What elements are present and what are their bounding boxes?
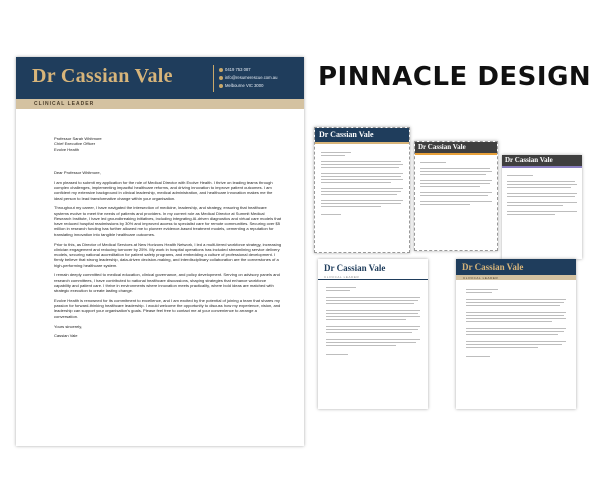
template-thumbnail-navy	[314, 127, 410, 253]
contact-phone-text: 0419 753 087	[225, 67, 251, 72]
body-paragraph: I remain deeply committed to medical education, clinical governance, and policy development. Serving on advisory panels and research committees, I have contributed to national healthcare discussions, shaping strategies that enhance workforce capability and patient care. I thrive in environments where innovation meets practicality, where bold ideas are matched with strategic execution to create lasting change.	[54, 272, 280, 294]
thumb-accent	[502, 166, 582, 168]
body-paragraph: Throughout my career, I have navigated the intersection of medicine, leadership, and strategy, ensuring that healthcare systems evolve to meet the needs of patients and providers. In my current role as Medical Director at Summit Medical Research Institute, I have led groundbreaking initiatives, including integrating AI-driven diagnostics and virtual care models that have reduced hospital readmissions by 30% and improved access to specialist care for remote communities. Securing over $5 million in research funding has further allowed me to pioneer evidence-based treatment models, cementing a reputation for translating innovation into tangible healthcare outcomes.	[54, 205, 281, 237]
location-icon	[219, 84, 223, 88]
thumb-role: CLINICAL LEADER	[324, 275, 360, 279]
thumb-accent	[415, 153, 497, 155]
thumb-rule	[318, 279, 428, 280]
recipient-line: Chief Executive Officer	[54, 141, 96, 147]
header-divider	[213, 65, 214, 92]
template-thumbnail-purple	[502, 155, 582, 259]
body-paragraph: I am pleased to submit my application for the role of Medical Director with Evolve Health. I thrive on leading teams through complex challenges, implementing impactful healthcare reforms, and driving innovation to improve patient outcomes. I am confident my extensive background in clinical leadership, medical administration, and healthcare innovation makes me the ideal person to lead transformative change within your organisation.	[54, 179, 273, 201]
salutation: Dear Professor Whitmore,	[54, 170, 101, 175]
thumb-name: Dr Cassian Vale	[319, 130, 374, 139]
contact-email-text: info@resumerescue.com.au	[225, 75, 278, 80]
letter-role: CLINICAL LEADER	[34, 101, 95, 107]
thumb-name: Dr Cassian Vale	[462, 262, 524, 272]
thumb-name: Dr Cassian Vale	[505, 156, 553, 164]
brand-title: PINNACLE DESIGN	[318, 62, 592, 92]
signature: Cassian Vale	[54, 333, 78, 339]
body-paragraph: Prior to this, as Director of Medical Services at New Horizons Health Network, I led a multi-tiered workforce strategy, increasing clinician engagement and reducing turnover by 25%. My work in hospital operations has included streamlining service delivery models, securing national accreditation for patient safety programs, and embedding a culture of professional development. I firmly believe that strong leadership, data-driven decision-making, and interdisciplinary collaboration are the cornerstones of a high-performing healthcare system.	[54, 241, 282, 268]
letter-body	[54, 170, 282, 343]
recipient-line: Evolve Health	[54, 146, 79, 152]
template-thumbnail-orange	[414, 141, 498, 251]
template-thumbnail-navy-gold	[456, 259, 576, 409]
email-icon	[219, 76, 223, 80]
contact-phone	[219, 67, 251, 72]
closing: Yours sincerely,	[54, 323, 83, 329]
thumb-accent	[315, 142, 409, 144]
phone-icon	[219, 68, 223, 72]
letter-header	[16, 57, 304, 99]
thumb-role: CLINICAL LEADER	[463, 276, 499, 280]
recipient-line: Professor Sarah Whitmore	[54, 136, 102, 141]
thumb-name: Dr Cassian Vale	[418, 143, 466, 151]
recipient-block	[54, 136, 282, 152]
cover-letter-preview	[16, 57, 304, 446]
letter-name: Dr Cassian Vale	[32, 65, 173, 87]
contact-location	[219, 83, 263, 88]
thumb-name: Dr Cassian Vale	[324, 263, 386, 273]
contact-location-text: Melbourne VIC 3000	[225, 83, 264, 88]
contact-email	[219, 75, 277, 80]
body-paragraph: Evolve Health is renowned for its commitment to excellence, and I am excited by the potential of joining a team that shares my passion for forward-thinking healthcare leadership. I would welcome the opportunity to discuss how my experience, vision, and leadership can support your organisation’s goals. Please feel free to contact me at your convenience to arrange a conversation.	[54, 297, 281, 319]
template-thumbnail-light	[318, 259, 428, 409]
